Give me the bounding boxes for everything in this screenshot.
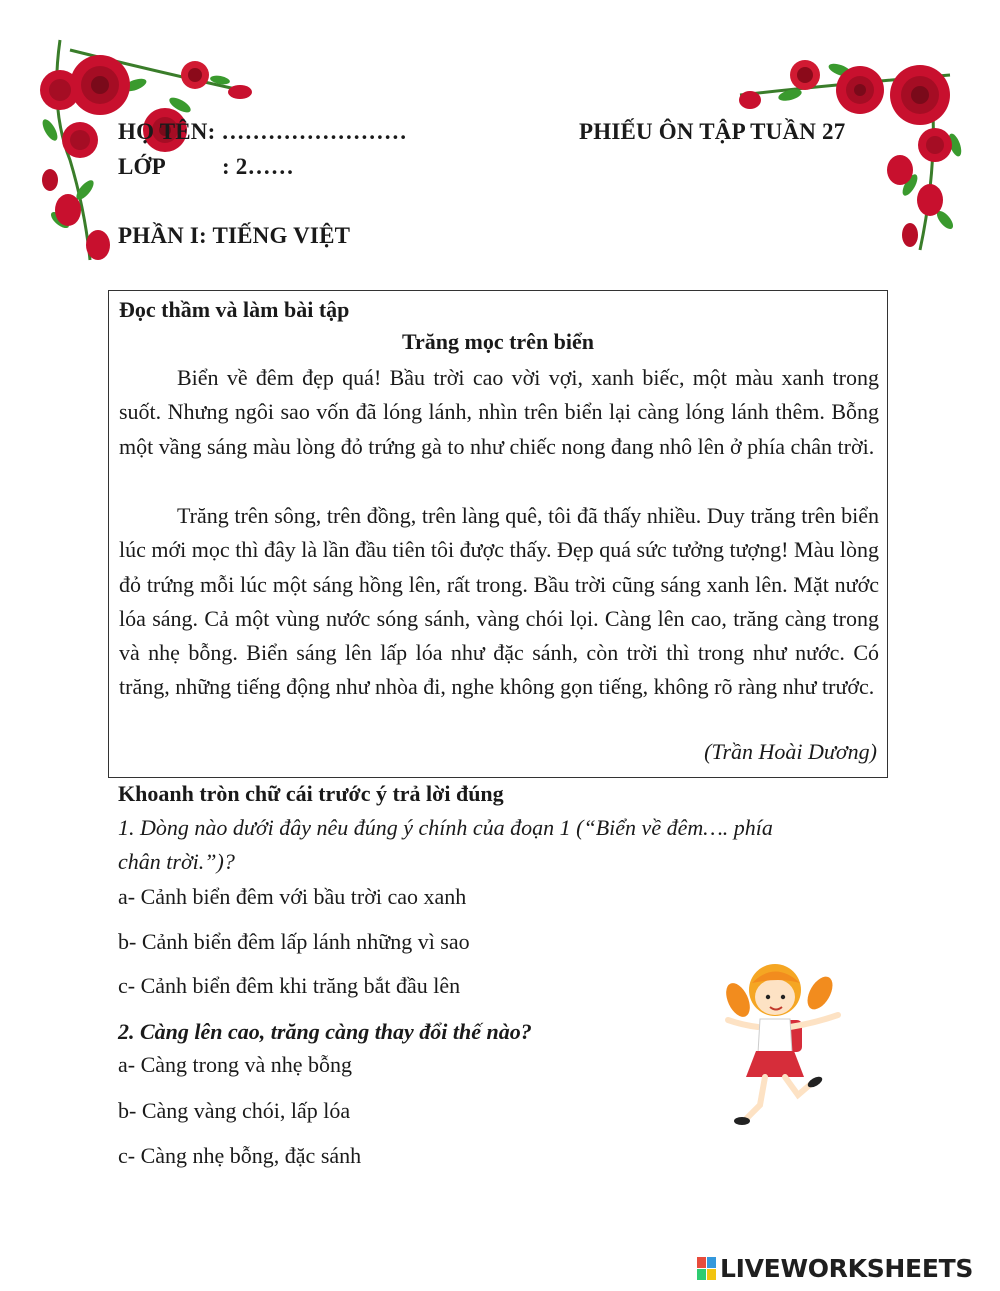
question-2-option-c[interactable]: c- Càng nhẹ bỗng, đặc sánh (118, 1143, 362, 1168)
rose-decoration-right (730, 35, 975, 265)
question-2: 2. Càng lên cao, trăng càng thay đổi thế nào? (118, 1019, 532, 1044)
liveworksheets-text: LIVEWORKSHEETS (720, 1253, 974, 1283)
worksheet-title: PHIẾU ÔN TẬP TUẦN 27 (579, 119, 846, 144)
story-title: Trăng mọc trên biển (401, 329, 595, 354)
name-field-label: HỌ TÊN: …………………… (118, 119, 408, 144)
question-2-option-b[interactable]: b- Càng vàng chói, lấp lóa (118, 1098, 351, 1123)
reading-passage-box (108, 290, 888, 778)
story-author: (Trần Hoài Dương) (704, 739, 877, 764)
section-title: PHẦN I: TIẾNG VIỆT (118, 223, 351, 248)
reading-instruction: Đọc thầm và làm bài tập (119, 297, 350, 322)
story-paragraph-2: Trăng trên sông, trên đồng, trên làng quê, tôi đã thấy nhiều. Duy trăng trên biển lúc mới mọc thì đây là lần đầu tiên tôi được thấy. Đẹp quá sức tưởng tượng! Màu lòng đỏ trứng mỗi lúc một sáng hồng lên, rất trong. Bầu trời cũng sáng xanh lên. Mặt nước lóa sáng. Cả một vùng nước sóng sánh, vàng chói lọi. Càng lên cao, trăng càng trong và nhẹ bỗng. Biển sáng lên lấp lóa như đặc sánh, còn trời thì trong như nước. Có trăng, những tiếng động như nhòa đi, nghe không gọn tiếng, không rõ ràng như trước. (119, 503, 879, 700)
class-field-value: : 2…… (222, 154, 294, 179)
question-1-option-a[interactable]: a- Cảnh biển đêm với bầu trời cao xanh (118, 884, 467, 909)
liveworksheets-icon (697, 1257, 716, 1280)
girl-illustration (720, 955, 855, 1135)
question-1-option-b[interactable]: b- Cảnh biển đêm lấp lánh những vì sao (118, 929, 470, 954)
exercise-instruction: Khoanh tròn chữ cái trước ý trả lời đúng (118, 781, 504, 806)
question-1-option-c[interactable]: c- Cảnh biển đêm khi trăng bắt đầu lên (118, 973, 461, 998)
liveworksheets-logo (697, 1253, 973, 1283)
class-field-label: LỚP (118, 154, 166, 179)
question-1-line-2: chân trời.”)? (118, 849, 235, 874)
story-paragraph-1: Biển về đêm đẹp quá! Bầu trời cao vời vợi, xanh biếc, một màu xanh trong suốt. Nhưng ngôi sao vốn đã lóng lánh, nhìn trên biển lại càng lóng lánh thêm. Bỗng một vầng sáng màu lòng đỏ trứng gà to như chiếc nong đang nhô lên ở phía chân trời. (119, 365, 879, 459)
question-1-line-1: 1. Dòng nào dưới đây nêu đúng ý chính của đoạn 1 (“Biển về đêm…. phía (118, 815, 773, 840)
question-2-option-a[interactable]: a- Càng trong và nhẹ bỗng (118, 1052, 352, 1077)
